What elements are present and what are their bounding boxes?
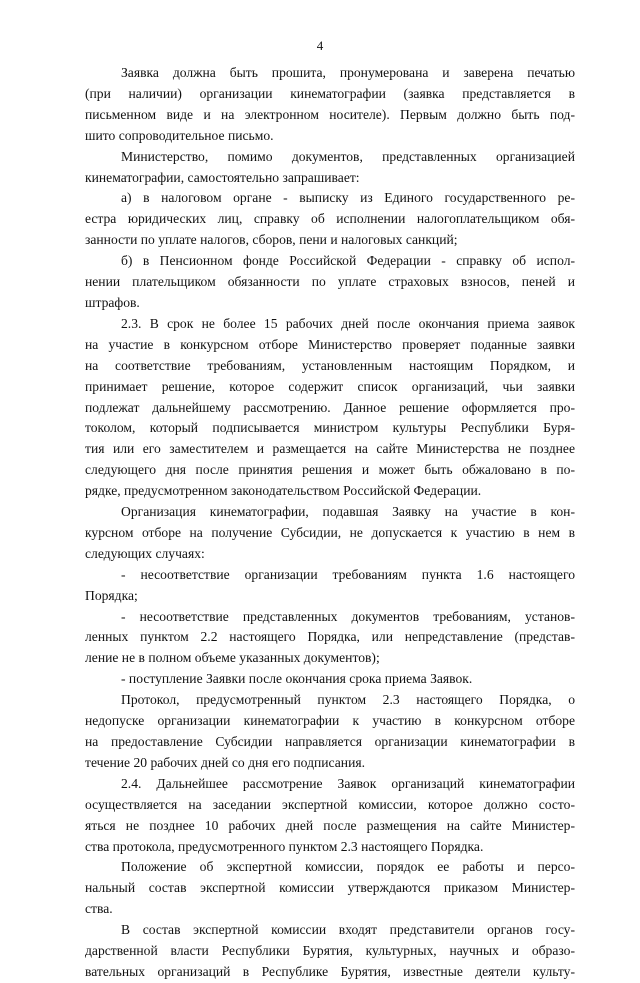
text-line: вательных организаций в Республике Бурятия, известные деятели культу- — [85, 963, 575, 979]
text-line: - несоответствие организации требованиям пункта 1.6 настоящего — [121, 566, 575, 582]
text-line: Протокол, предусмотренный пунктом 2.3 настоящего Порядка, о — [121, 692, 575, 708]
document-body — [85, 63, 575, 983]
text-line: дарственной власти Республики Бурятия, культурных, научных и образо- — [85, 943, 575, 959]
text-line: - несоответствие представленных документов требованиям, установ- — [121, 608, 575, 624]
text-line: ление не в полном объеме указанных документов); — [85, 650, 380, 666]
text-line: течение 20 рабочих дней со дня его подписания. — [85, 754, 365, 770]
text-line: 2.3. В срок не более 15 рабочих дней после окончания приема заявок — [121, 315, 575, 331]
text-line: - поступление Заявки после окончания срока приема Заявок. — [121, 671, 473, 687]
text-line: ства. — [85, 901, 113, 917]
text-line: а) в налоговом органе - выписку из Единого государственного ре- — [121, 190, 575, 206]
text-line: письменном виде и на электронном носителе). Первым должно быть под- — [85, 106, 575, 122]
text-line: шито сопроводительное письмо. — [85, 127, 274, 143]
text-line: яться не позднее 10 рабочих дней после размещения на сайте Министер- — [85, 817, 575, 833]
text-line: ства протокола, предусмотренного пунктом 2.3 настоящего Порядка. — [85, 838, 484, 854]
text-line: осуществляется на заседании экспертной комиссии, которое должно состо- — [85, 796, 575, 812]
text-line: нальный состав экспертной комиссии утверждаются приказом Министер- — [85, 880, 575, 896]
text-line: на участие в конкурсном отборе Министерство проверяет поданные заявки — [85, 336, 575, 352]
text-line: токолом, который подписывается министром культуры Республики Буря- — [85, 420, 575, 436]
text-line: кинематографии, самостоятельно запрашивает: — [85, 169, 360, 185]
text-line: Заявка должна быть прошита, пронумерована и заверена печатью — [121, 65, 575, 80]
text-line: Положение об экспертной комиссии, порядок ее работы и персо- — [121, 859, 575, 875]
text-line: нении плательщиком обязанности по уплате страховых взносов, пеней и — [85, 274, 575, 290]
text-line: принимает решение, которое содержит список организаций, чьи заявки — [85, 378, 575, 394]
text-line: следующего дня после принятия решения и может быть обжаловано в по- — [85, 462, 575, 478]
text-line: б) в Пенсионном фонде Российской Федерации - справку об испол- — [121, 253, 575, 269]
text-line: Порядка; — [85, 587, 138, 603]
text-line: штрафов. — [85, 294, 140, 310]
text-line: на предоставление Субсидии направляется организации кинематографии в — [85, 734, 575, 749]
text-line: В состав экспертной комиссии входят представители органов госу- — [121, 922, 575, 938]
text-line: ленных пунктом 2.2 настоящего Порядка, или непредставление (представ- — [85, 629, 575, 645]
text-line: Организация кинематографии, подавшая Заявку на участие в кон- — [121, 504, 575, 520]
text-line: занности по уплате налогов, сборов, пени и налоговых санкций; — [85, 232, 458, 248]
text-line: естра юридических лиц, справку об исполнении налогоплательщиком обя- — [85, 211, 575, 227]
text-line: подлежат дальнейшему рассмотрению. Данное решение оформляется про- — [85, 399, 575, 415]
text-line: рядке, предусмотренном законодательством Российской Федерации. — [85, 483, 482, 499]
text-line: недопуске организации кинематографии к участию в конкурсном отборе — [85, 713, 575, 729]
text-line: курсном отборе на получение Субсидии, не допускается к участию в нем в — [85, 524, 575, 540]
text-line: тия или его заместителем и размещается на сайте Министерства не позднее — [85, 441, 575, 457]
text-line: 2.4. Дальнейшее рассмотрение Заявок организаций кинематографии — [121, 775, 575, 791]
page-number: 4 — [316, 38, 324, 53]
text-line: на соответствие требованиям, установленным настоящим Порядком, и — [85, 357, 575, 373]
text-line: следующих случаях: — [85, 545, 205, 561]
text-line: (при наличии) организации кинематографии (заявка представляется в — [85, 85, 575, 101]
text-line: Министерство, помимо документов, представленных организацией — [121, 148, 575, 164]
